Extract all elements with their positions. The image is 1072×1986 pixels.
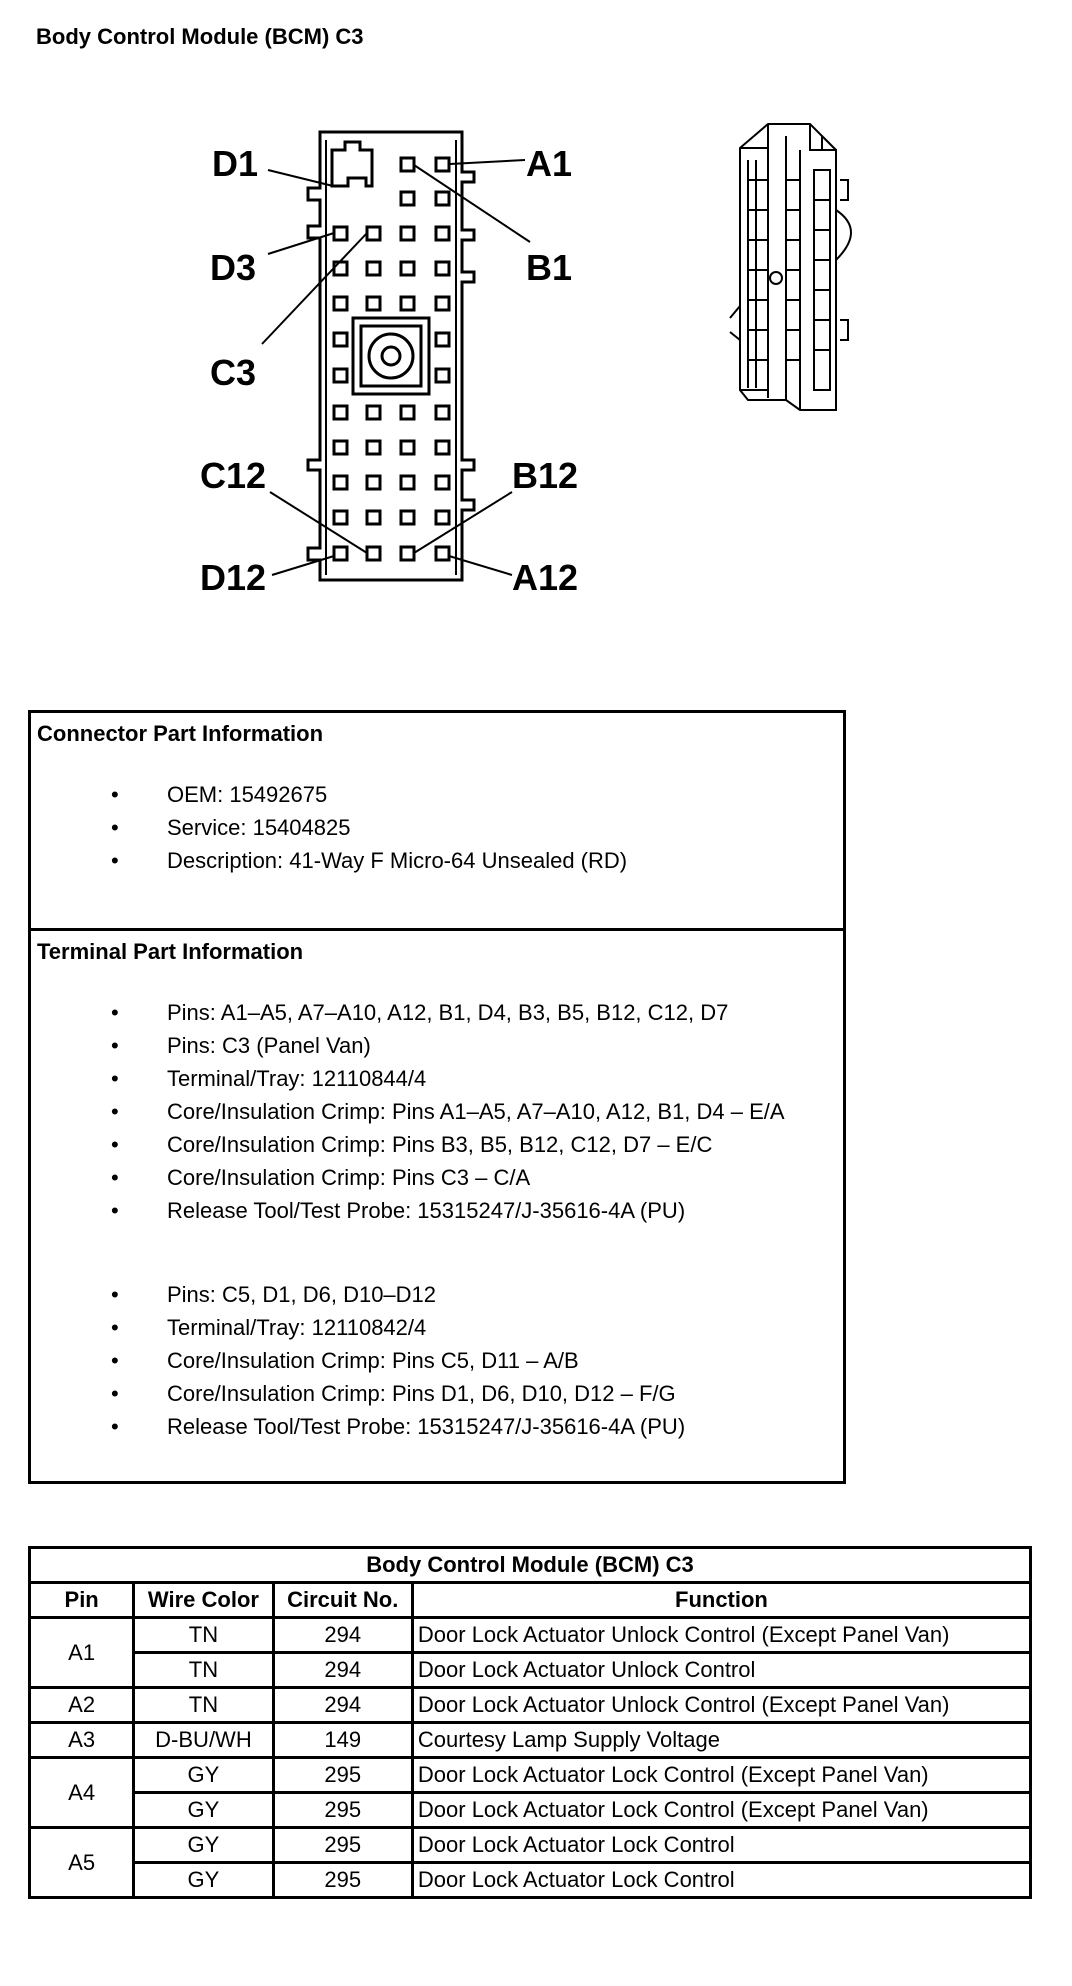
circuit-cell: 294 bbox=[273, 1688, 412, 1723]
table-header-row bbox=[30, 1583, 1031, 1618]
table-row bbox=[30, 1828, 1031, 1863]
pin-cell: A2 bbox=[30, 1688, 134, 1723]
pin-cell: A5 bbox=[30, 1828, 134, 1898]
list-item: • Core/Insulation Crimp: Pins B3, B5, B12, C12, D7 – E/C bbox=[89, 1128, 785, 1161]
header-wire-color: Wire Color bbox=[134, 1583, 273, 1618]
pin-table bbox=[28, 1546, 1032, 1899]
pin-label-d3: D3 bbox=[210, 247, 257, 288]
pin-label-a1: A1 bbox=[526, 143, 573, 184]
connector-info-list bbox=[89, 778, 627, 877]
function-cell: Door Lock Actuator Lock Control bbox=[412, 1828, 1030, 1863]
table-row bbox=[30, 1863, 1031, 1898]
list-item: • Service: 15404825 bbox=[89, 811, 627, 844]
wire-color-cell: TN bbox=[134, 1618, 273, 1653]
list-item: • Pins: C5, D1, D6, D10–D12 bbox=[89, 1278, 685, 1311]
connector-part-info bbox=[31, 713, 843, 931]
function-cell: Door Lock Actuator Lock Control bbox=[412, 1863, 1030, 1898]
connector-iso-illustration bbox=[730, 124, 851, 410]
pin-label-c3: C3 bbox=[210, 352, 257, 393]
pin-label-d12: D12 bbox=[200, 557, 267, 598]
table-row bbox=[30, 1688, 1031, 1723]
list-item: • Release Tool/Test Probe: 15315247/J-35616-4A (PU) bbox=[89, 1194, 785, 1227]
pin-label-b1: B1 bbox=[526, 247, 573, 288]
wire-color-cell: GY bbox=[134, 1863, 273, 1898]
function-cell: Door Lock Actuator Lock Control (Except Panel Van) bbox=[412, 1758, 1030, 1793]
header-pin: Pin bbox=[30, 1583, 134, 1618]
pin-label-b12: B12 bbox=[512, 455, 579, 496]
list-item: • Description: 41-Way F Micro-64 Unsealed (RD) bbox=[89, 844, 627, 877]
part-info-box bbox=[28, 710, 846, 1484]
function-cell: Courtesy Lamp Supply Voltage bbox=[412, 1723, 1030, 1758]
list-item: • Core/Insulation Crimp: Pins A1–A5, A7–A10, A12, B1, D4 – E/A bbox=[89, 1095, 785, 1128]
wire-color-cell: TN bbox=[134, 1688, 273, 1723]
connector-info-heading: Connector Part Information bbox=[37, 721, 324, 746]
circuit-cell: 295 bbox=[273, 1863, 412, 1898]
circuit-cell: 295 bbox=[273, 1828, 412, 1863]
table-row bbox=[30, 1653, 1031, 1688]
circuit-cell: 294 bbox=[273, 1653, 412, 1688]
pin-label-c12: C12 bbox=[200, 455, 267, 496]
terminal-info-group-1 bbox=[89, 996, 785, 1227]
wire-color-cell: GY bbox=[134, 1828, 273, 1863]
header-circuit-no: Circuit No. bbox=[273, 1583, 412, 1618]
table-row bbox=[30, 1723, 1031, 1758]
list-item: • Terminal/Tray: 12110844/4 bbox=[89, 1062, 785, 1095]
list-item: • Release Tool/Test Probe: 15315247/J-35616-4A (PU) bbox=[89, 1410, 685, 1443]
list-item: • Core/Insulation Crimp: Pins C3 – C/A bbox=[89, 1161, 785, 1194]
page-title: Body Control Module (BCM) C3 bbox=[36, 24, 364, 49]
leader-lines bbox=[262, 160, 530, 575]
pin-cell: A4 bbox=[30, 1758, 134, 1828]
wire-color-cell: D-BU/WH bbox=[134, 1723, 273, 1758]
terminal-info-group-2 bbox=[89, 1278, 685, 1443]
table-row bbox=[30, 1618, 1031, 1653]
list-item: • Pins: A1–A5, A7–A10, A12, B1, D4, B3, B5, B12, C12, D7 bbox=[89, 996, 785, 1029]
wire-color-cell: GY bbox=[134, 1758, 273, 1793]
header-function: Function bbox=[412, 1583, 1030, 1618]
function-cell: Door Lock Actuator Unlock Control (Except Panel Van) bbox=[412, 1688, 1030, 1723]
function-cell: Door Lock Actuator Unlock Control (Except Panel Van) bbox=[412, 1618, 1030, 1653]
circuit-cell: 295 bbox=[273, 1758, 412, 1793]
wire-color-cell: GY bbox=[134, 1793, 273, 1828]
list-item: • OEM: 15492675 bbox=[89, 778, 627, 811]
circuit-cell: 294 bbox=[273, 1618, 412, 1653]
pin-cell: A1 bbox=[30, 1618, 134, 1688]
pin-table-title: Body Control Module (BCM) C3 bbox=[30, 1548, 1031, 1583]
list-item: • Core/Insulation Crimp: Pins C5, D11 – A/B bbox=[89, 1344, 685, 1377]
list-item: • Terminal/Tray: 12110842/4 bbox=[89, 1311, 685, 1344]
list-item: • Core/Insulation Crimp: Pins D1, D6, D10, D12 – F/G bbox=[89, 1377, 685, 1410]
wire-color-cell: TN bbox=[134, 1653, 273, 1688]
connector-diagram bbox=[0, 0, 1072, 640]
pin-label-a12: A12 bbox=[512, 557, 579, 598]
circuit-cell: 149 bbox=[273, 1723, 412, 1758]
table-row bbox=[30, 1758, 1031, 1793]
circuit-cell: 295 bbox=[273, 1793, 412, 1828]
function-cell: Door Lock Actuator Lock Control (Except Panel Van) bbox=[412, 1793, 1030, 1828]
pin-cell: A3 bbox=[30, 1723, 134, 1758]
pin-label-d1: D1 bbox=[212, 143, 259, 184]
list-item: • Pins: C3 (Panel Van) bbox=[89, 1029, 785, 1062]
pin-cavities bbox=[334, 158, 449, 560]
table-row bbox=[30, 1793, 1031, 1828]
terminal-info-heading: Terminal Part Information bbox=[37, 939, 304, 964]
function-cell: Door Lock Actuator Unlock Control bbox=[412, 1653, 1030, 1688]
